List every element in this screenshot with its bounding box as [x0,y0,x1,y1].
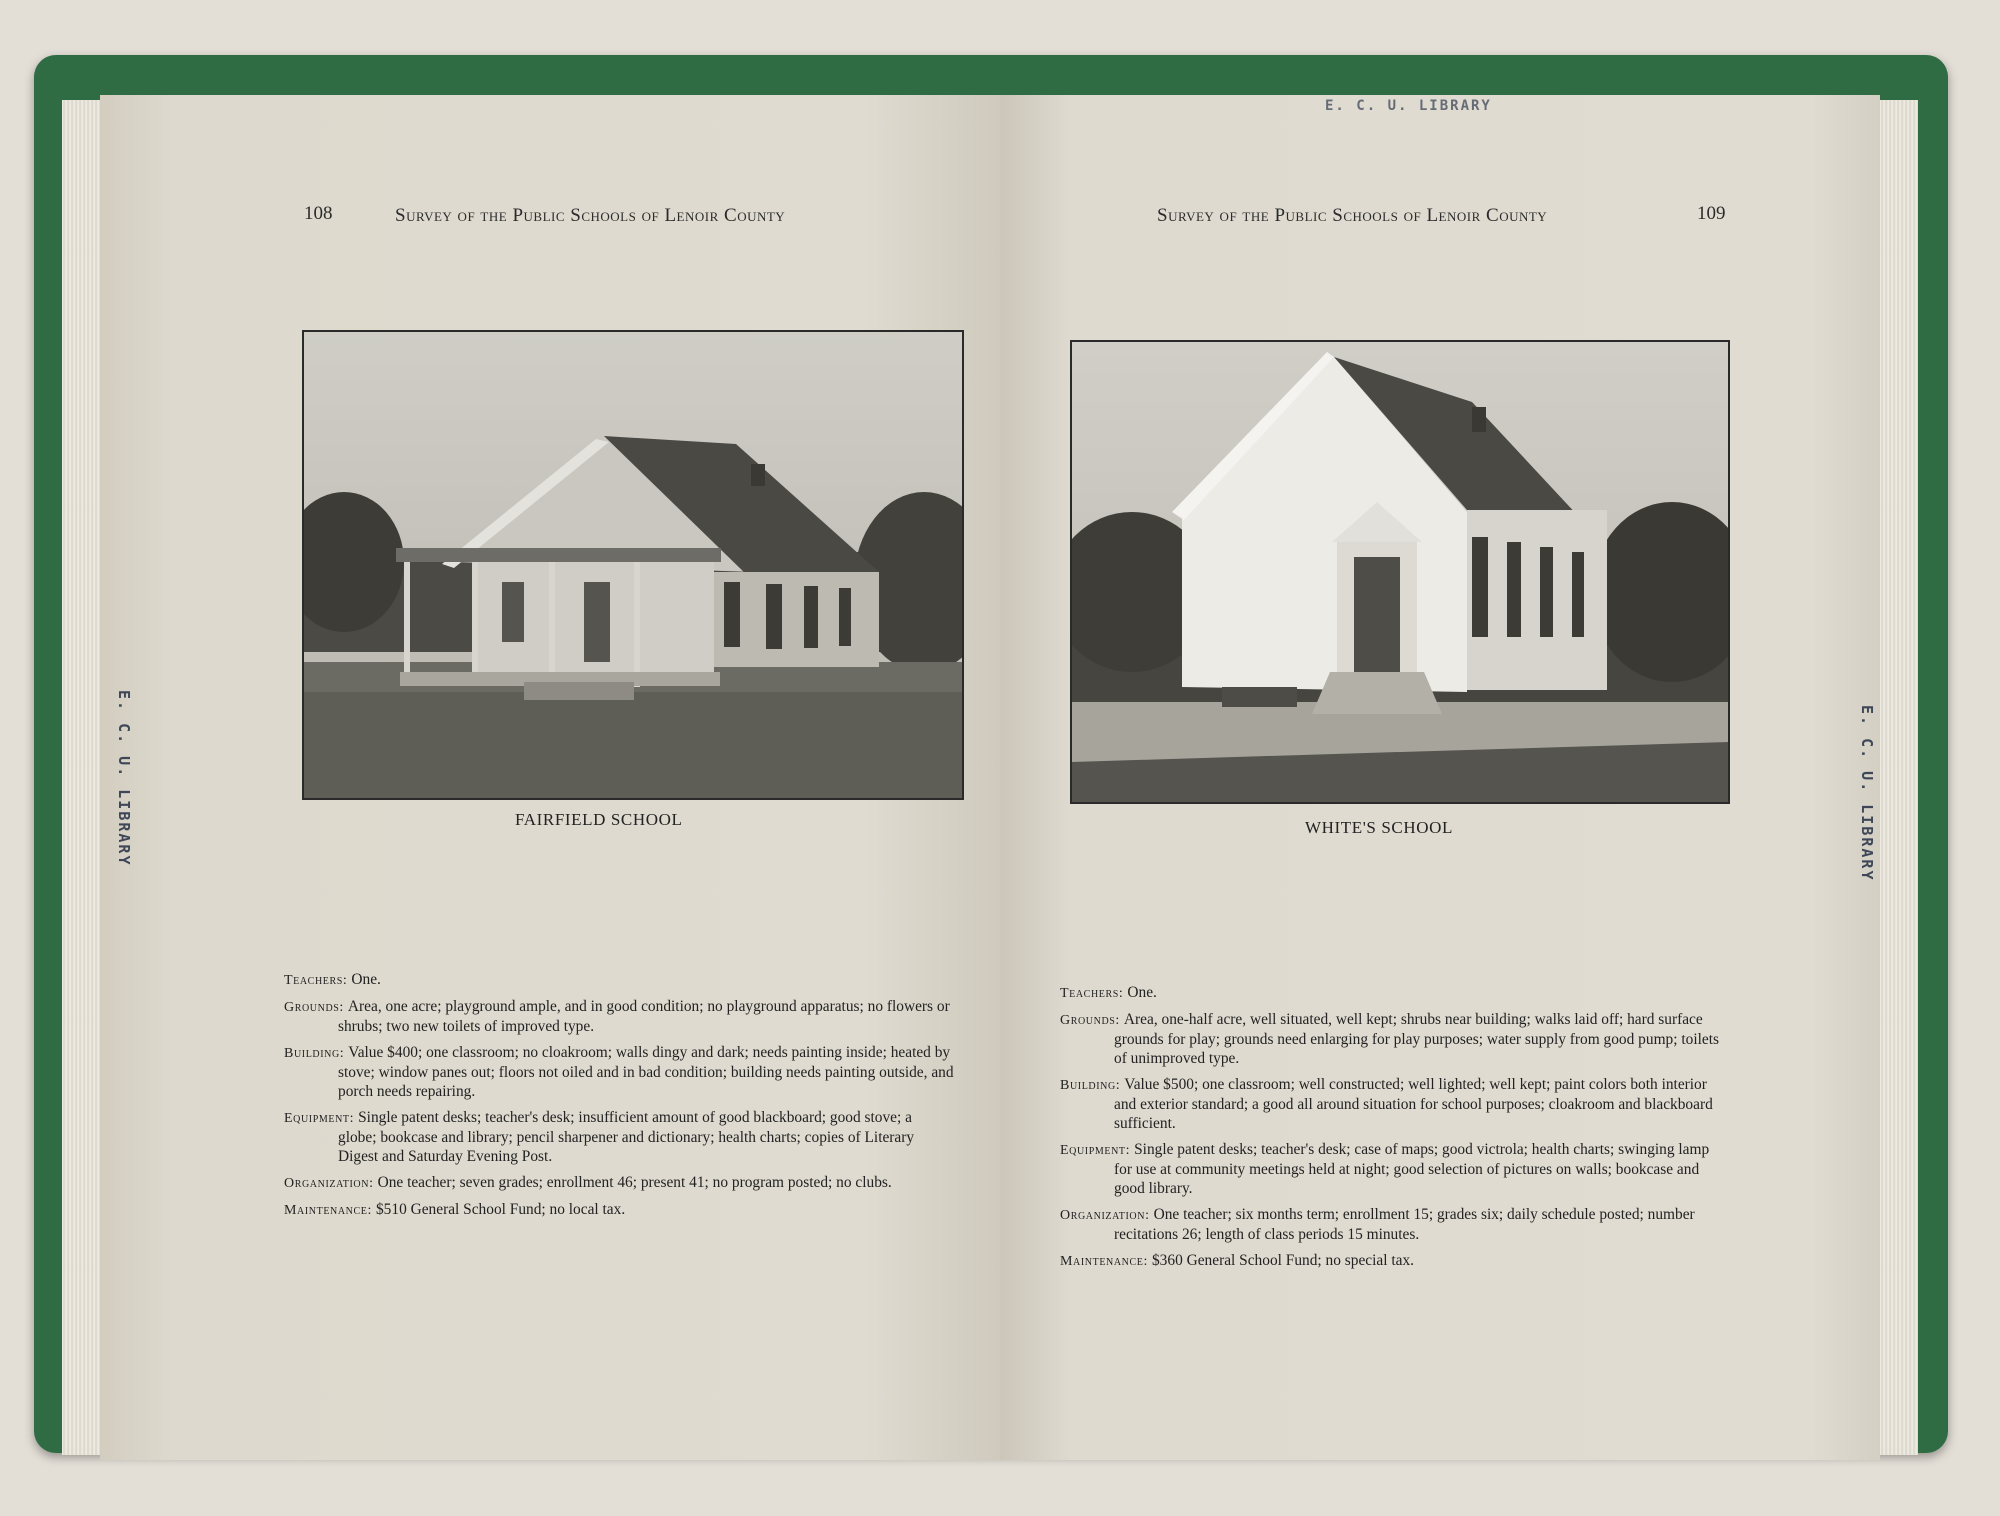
photo-caption: FAIRFIELD SCHOOL [515,810,683,829]
fairfield-school-photo [302,330,964,800]
photo-caption: WHITE'S SCHOOL [1305,818,1453,837]
library-stamp-left-edge: E. C. U. LIBRARY [115,690,133,867]
organization-entry: Organization: One teacher; six months term; enrollment 15; grades six; daily schedule posted; number recitations 26; length of class periods 15 minutes. [1060,1206,1695,1243]
whites-school-photo [1070,340,1730,804]
equipment-entry: Equipment: Single patent desks; teacher's desk; insufficient amount of good blackboard; good stove; a globe; bookcase and library; pencil sharpener and dictionary; health charts; copies of Literary Digest and Saturday Evening Post. [284,1109,915,1165]
right-page [1000,95,1880,1460]
grounds-entry: Grounds: Area, one acre; playground ample, and in good condition; no playground apparatus; no flowers or shrubs; two new toilets of improved type. [284,998,950,1035]
grounds-entry: Grounds: Area, one-half acre, well situated, well kept; shrubs near building; walks laid off; hard surface grounds for play; grounds need enlarging for play purposes; water supply from good pump; toilets of unimproved type. [1060,1011,1719,1067]
running-head: Survey of the Public Schools of Lenoir County [395,205,786,226]
page-number: 108 [304,203,333,224]
school-details [284,970,954,1227]
library-stamp-right-edge: E. C. U. LIBRARY [1858,705,1876,882]
page-number: 109 [1697,203,1726,224]
running-head: Survey of the Public Schools of Lenoir County [1157,205,1548,226]
building-entry: Building: Value $400; one classroom; no cloakroom; walls dingy and dark; needs painting inside; heated by stove; window panes out; floors not oiled and in bad condition; building needs painting outside, and porch needs repairing. [284,1044,954,1100]
teachers-entry: Teachers: One. [284,971,381,988]
maintenance-entry: Maintenance: $360 General School Fund; no special tax. [1060,1252,1415,1269]
building-entry: Building: Value $500; one classroom; well constructed; well lighted; well kept; paint colors both interior and exterior standard; a good all around situation for school purposes; cloakroom and blackboard sufficient. [1060,1076,1713,1132]
equipment-entry: Equipment: Single patent desks; teacher's desk; case of maps; good victrola; health charts; swinging lamp for use at community meetings held at night; good selection of pictures on walls; bookcase and good library. [1060,1141,1710,1197]
library-stamp-top: E. C. U. LIBRARY [1325,98,1492,114]
teachers-entry: Teachers: One. [1060,984,1157,1001]
organization-entry: Organization: One teacher; seven grades; enrollment 46; present 41; no program posted; no clubs. [284,1174,892,1191]
maintenance-entry: Maintenance: $510 General School Fund; no local tax. [284,1201,626,1218]
left-page [100,95,1000,1460]
school-details [1060,983,1720,1278]
